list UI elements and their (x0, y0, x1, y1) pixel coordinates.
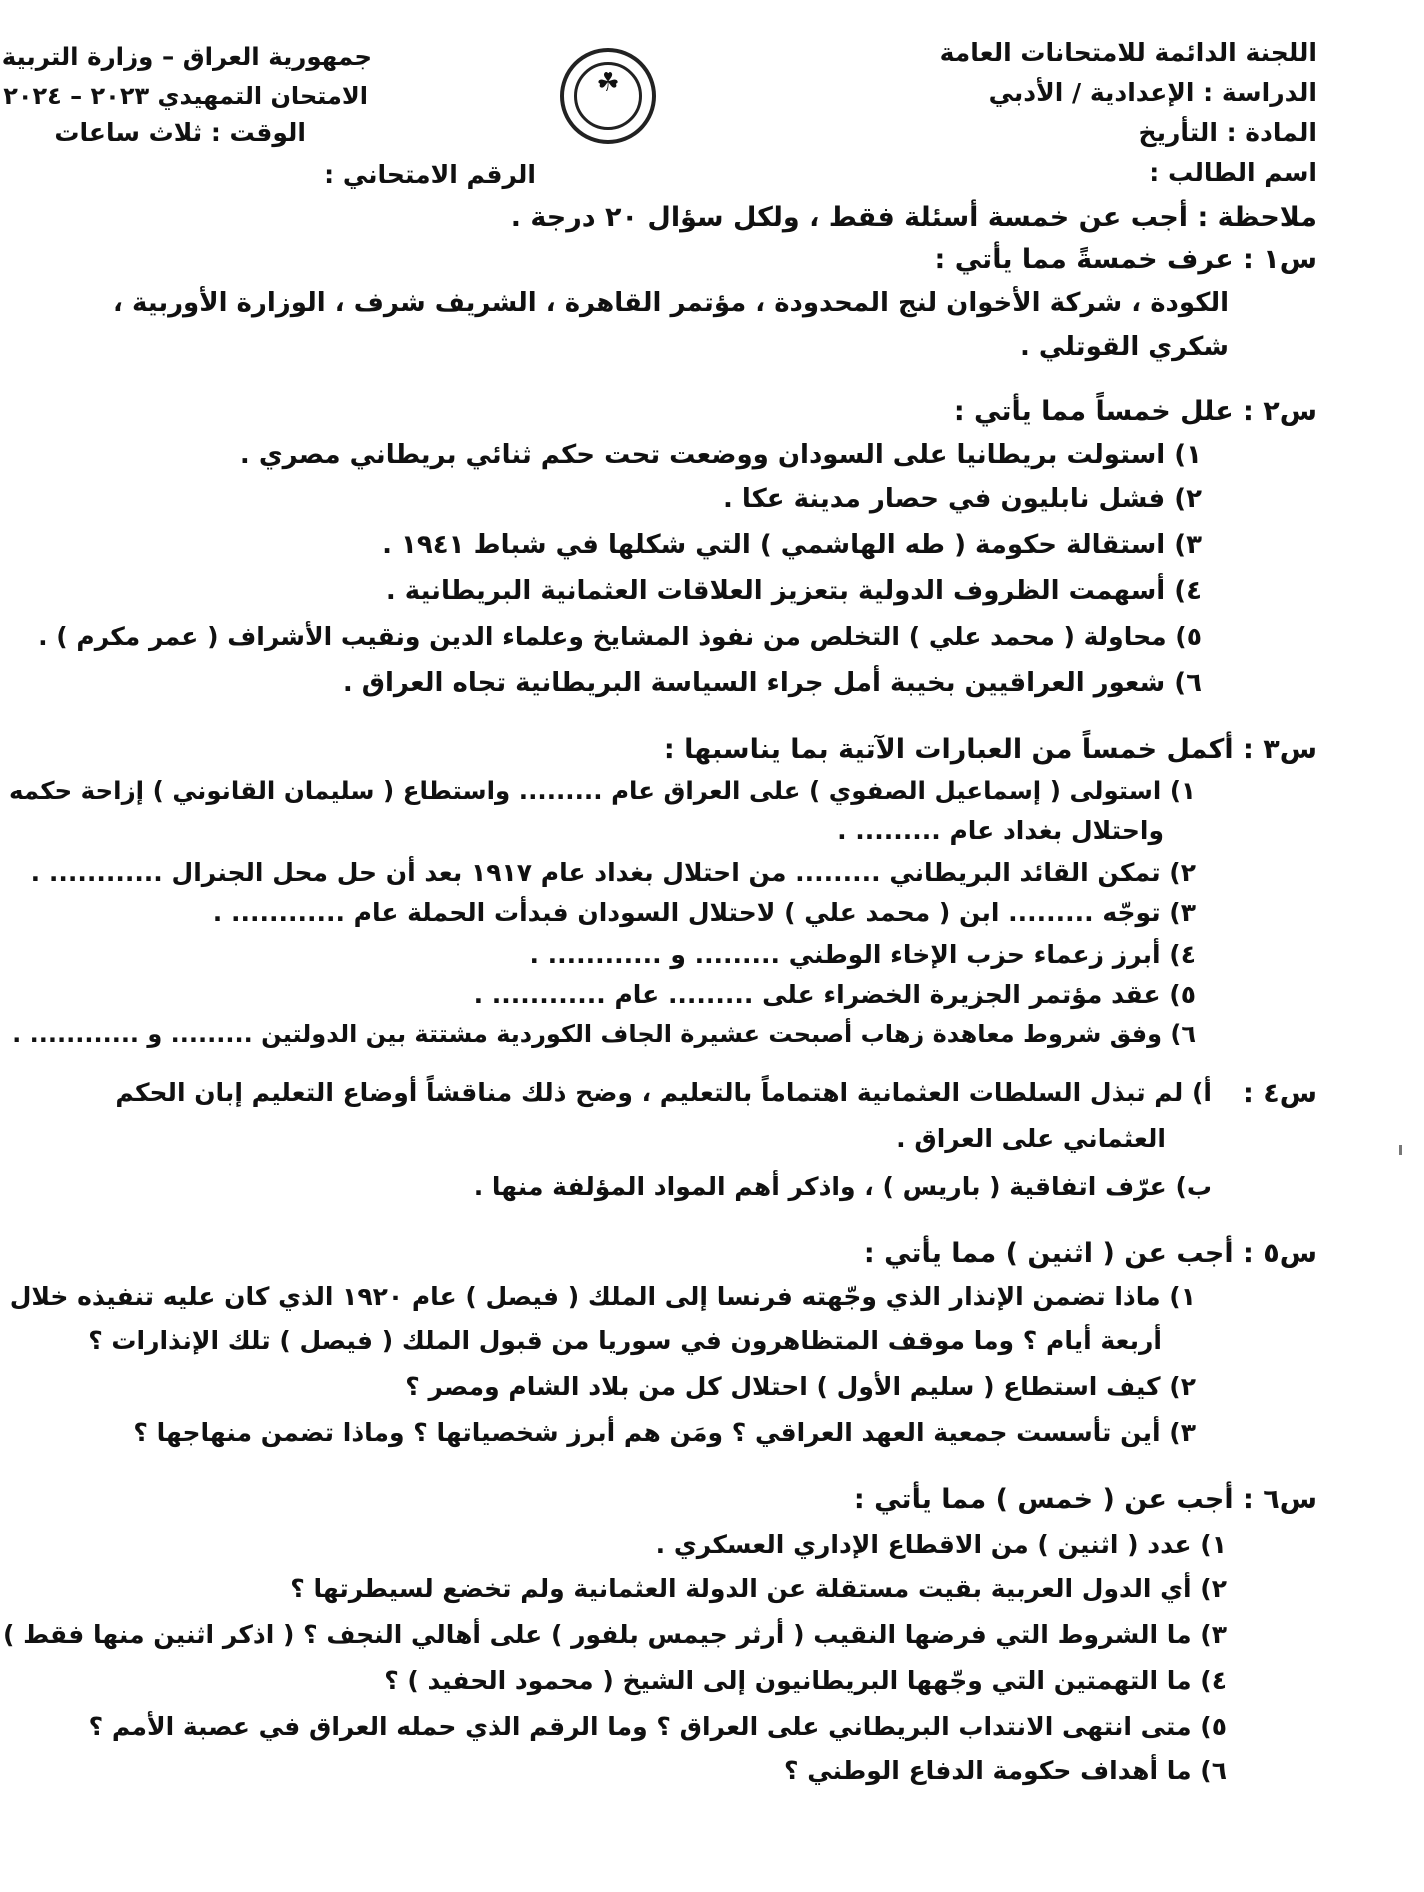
ministry-seal-logo: ☘ (560, 48, 656, 144)
q2-item-6: ٦) شعور العراقيين بخيبة أمل جراء السياسة البريطانية تجاه العراق . (342, 668, 1202, 698)
q2-item-5: ٥) محاولة ( محمد علي ) التخلص من نفوذ المشايخ وعلماء الدين ونقيب الأشراف ( عمر مكرم ) . (38, 622, 1202, 651)
q6-item-5: ٥) متى انتهى الانتداب البريطاني على العراق ؟ وما الرقم الذي حمله العراق في عصبة الأمم ؟ (88, 1712, 1227, 1741)
exam-note: ملاحظة : أجب عن خمسة أسئلة فقط ، ولكل سؤال ٢٠ درجة . (510, 202, 1317, 233)
student-name-label: اسم الطالب : (1149, 158, 1317, 187)
q2-item-2: ٢) فشل نابليون في حصار مدينة عكا . (722, 484, 1202, 514)
q3-item-2: ٢) تمكن القائد البريطاني ......... من احتلال بغداد عام ١٩١٧ بعد أن حل محل الجنرال ............ . (30, 858, 1196, 887)
q5-item-1: ١) ماذا تضمن الإنذار الذي وجّهته فرنسا إلى الملك ( فيصل ) عام ١٩٢٠ الذي كان عليه تنفيذه خلال (9, 1282, 1196, 1311)
q3-item-1: ١) استولى ( إسماعيل الصفوي ) على العراق عام ......... واستطاع ( سليمان القانوني ) إزاحة حكمه (8, 776, 1196, 805)
scan-speck (1399, 1145, 1402, 1155)
exam-number-label: الرقم الامتحاني : (324, 160, 536, 189)
q4-b: ب) عرّف اتفاقية ( باريس ) ، واذكر أهم المواد المؤلفة منها . (473, 1172, 1212, 1201)
q6-item-6: ٦) ما أهداف حكومة الدفاع الوطني ؟ (783, 1756, 1227, 1785)
q1-line-2: شكري القوتلي . (1019, 332, 1229, 362)
q6-item-2: ٢) أي الدول العربية بقيت مستقلة عن الدولة العثمانية ولم تخضع لسيطرتها ؟ (290, 1574, 1227, 1603)
q6-item-1: ١) عدد ( اثنين ) من الاقطاع الإداري العسكري . (655, 1530, 1227, 1559)
q1-line-1: الكودة ، شركة الأخوان لنج المحدودة ، مؤتمر القاهرة ، الشريف شرف ، الوزارة الأوربية ، (113, 288, 1229, 318)
q6-item-3: ٣) ما الشروط التي فرضها النقيب ( أرثر جيمس بلفور ) على أهالي النجف ؟ ( اذكر اثنين منها فقط ) (3, 1620, 1227, 1649)
q5-item-3: ٣) أين تأسست جمعية العهد العراقي ؟ ومَن هم أبرز شخصياتها ؟ وماذا تضمن منهاجها ؟ (133, 1418, 1196, 1447)
q6-title: س٦ : أجب عن ( خمس ) مما يأتي : (853, 1484, 1317, 1515)
q5-title: س٥ : أجب عن ( اثنين ) مما يأتي : (863, 1238, 1317, 1269)
q2-item-4: ٤) أسهمت الظروف الدولية بتعزيز العلاقات العثمانية البريطانية . (385, 576, 1202, 606)
exam-title: الامتحان التمهيدي ٢٠٢٣ – ٢٠٢٤ (3, 82, 368, 110)
q5-item-2: ٢) كيف استطاع ( سليم الأول ) احتلال كل من بلاد الشام ومصر ؟ (405, 1372, 1196, 1401)
q2-item-3: ٣) استقالة حكومة ( طه الهاشمي ) التي شكلها في شباط ١٩٤١ . (382, 530, 1202, 560)
q5-item-1-cont: أربعة أيام ؟ وما موقف المتظاهرون في سوريا من قبول الملك ( فيصل ) تلك الإنذارات ؟ (88, 1326, 1162, 1355)
exam-time: الوقت : ثلاث ساعات (54, 118, 306, 147)
q1-title: س١ : عرف خمسةً مما يأتي : (934, 244, 1317, 275)
q4-a-line-1: أ) لم تبذل السلطات العثمانية اهتماماً بالتعليم ، وضح ذلك مناقشاً أوضاع التعليم إبان الحكم (115, 1078, 1212, 1107)
q4-label: س٤ : (1243, 1078, 1317, 1109)
q3-item-3: ٣) توجّه ......... ابن ( محمد علي ) لاحتلال السودان فبدأت الحملة عام ............ . (212, 898, 1196, 927)
committee-name: اللجنة الدائمة للامتحانات العامة (939, 38, 1317, 67)
study-branch: الدراسة : الإعدادية / الأدبي (988, 78, 1317, 107)
q3-item-1-cont: واحتلال بغداد عام ......... . (837, 816, 1164, 845)
q2-title: س٢ : علل خمساً مما يأتي : (953, 396, 1317, 427)
ministry-name: جمهورية العراق – وزارة التربية (1, 42, 372, 71)
q3-item-6: ٦) وفق شروط معاهدة زهاب أصبحت عشيرة الجاف الكوردية مشتتة بين الدولتين ......... و ............ . (12, 1020, 1196, 1048)
q2-item-1: ١) استولت بريطانيا على السودان ووضعت تحت حكم ثنائي بريطاني مصري . (239, 440, 1202, 470)
q3-title: س٣ : أكمل خمساً من العبارات الآتية بما يناسبها : (663, 734, 1317, 765)
q6-item-4: ٤) ما التهمتين التي وجّهها البريطانيون إلى الشيخ ( محمود الحفيد ) ؟ (384, 1666, 1227, 1695)
q3-item-5: ٥) عقد مؤتمر الجزيرة الخضراء على ......... عام ............ . (473, 980, 1196, 1009)
q3-item-4: ٤) أبرز زعماء حزب الإخاء الوطني ......... و ............ . (529, 940, 1196, 969)
q4-a-line-2: العثماني على العراق . (896, 1124, 1166, 1153)
subject: المادة : التأريخ (1138, 118, 1317, 147)
